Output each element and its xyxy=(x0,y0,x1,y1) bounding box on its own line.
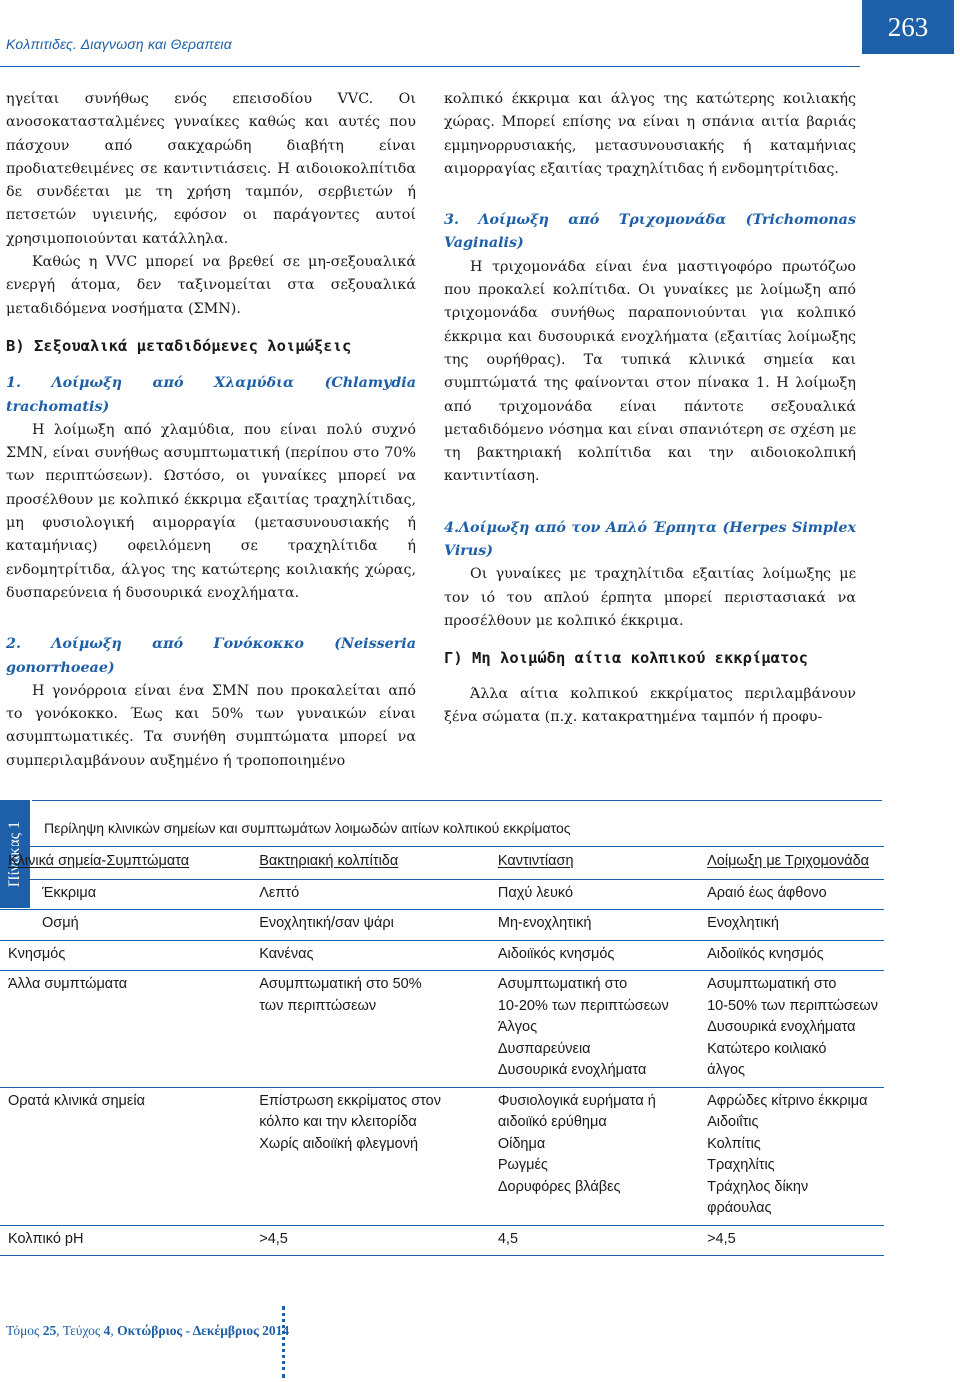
cell-line: >4,5 xyxy=(259,1230,288,1247)
cell-line: κόλπο και την κλειτορίδα xyxy=(259,1114,417,1130)
table-row xyxy=(0,879,884,910)
table-cell xyxy=(251,1225,490,1256)
cell-line: αιδοιϊκό ερύθημα xyxy=(497,1114,607,1130)
cell-line: Κανένας xyxy=(259,945,314,962)
row-label: Άλλα συμπτώματα xyxy=(0,971,251,1088)
cell-line: Παχύ λευκό xyxy=(497,884,574,901)
table-tab-label: Πίνακας 1 xyxy=(0,800,30,908)
row-label: Κολπικό pH xyxy=(0,1225,251,1256)
cell-line: Άλγος xyxy=(497,1019,538,1035)
header-cell: Λοίμωξη με Τριχομονάδα xyxy=(699,847,884,880)
paragraph: Η τριχομονάδα είναι ένα μαστιγοφόρο πρωτόζωο που προκαλεί κολπίτιδα. Οι γυναίκες με λοίμωξη από τριχομονάδα συνήθως παραπονιούνται για κολπικό έκκριμα και δυσουρικά ενοχλήματα (εξαιτίας λοίμωξης της ουρήθρας). Τα τυπικά κλινικά σημεία και συμπτώματά της φαίνονται στον πίνακα 1. Η λοίμωξη από τριχομονάδα είναι πάντοτε σεξουαλικά μεταδιδόμενο νόσημα και είναι σπανιότερη σε σχέση με τη βακτηριακή κολπίτιδα και την αιδοιοκολπική καντιντίαση. xyxy=(444,258,856,485)
table-cell xyxy=(251,940,490,971)
cell-line: Μη-ενοχλητική xyxy=(497,915,592,931)
cell-line: Αιδοιϊκός κνησμός xyxy=(497,945,615,962)
subheading-chlamydia: 1. Λοίμωξη από Χλαμύδια (Chlamydia trachomatis) xyxy=(6,375,416,415)
cell-line: 4,5 xyxy=(497,1230,519,1247)
table-cell xyxy=(699,940,884,971)
cell-line: Κολπίτις xyxy=(707,1135,761,1152)
cell-line: των περιπτώσεων xyxy=(259,997,377,1014)
cell-line: Δυσουρικά ενοχλήματα xyxy=(707,1019,856,1035)
cell-line: Δορυφόρες βλάβες xyxy=(497,1178,621,1195)
cell-line: 10-50% των περιπτώσεων xyxy=(707,997,878,1014)
table-cell xyxy=(490,1225,699,1256)
cell-line: Χωρίς αιδοιϊκή φλεγμονή xyxy=(259,1135,419,1152)
table-row xyxy=(0,910,884,941)
table-top-rule xyxy=(32,800,882,801)
table-row xyxy=(0,1225,884,1256)
row-label: Έκκριμα xyxy=(0,879,251,910)
section-heading-b: Β) Σεξουαλικά μεταδιδόμενες λοιμώξεις xyxy=(6,336,352,355)
paragraph: Άλλα αίτια κολπικού εκκρίματος περιλαμβάνουν ξένα σώματα (π.χ. κατακρατημένα ταμπόν ή προφυ- xyxy=(444,685,856,725)
cell-line: Δυσουρικά ενοχλήματα xyxy=(497,1062,647,1078)
paragraph: κολπικό έκκριμα και άλγος της κατώτερης κοιλιακής χώρας. Μπορεί επίσης να είναι η σπάνια αιτία βαριάς εμμηνορρυσιακής, μετασυνουσιακής ή καταμήνιας αιμορραγίας εξαιτίας τραχηλίτιδας ή ενδομητρίτιδας. xyxy=(444,91,856,177)
table-cell xyxy=(490,940,699,971)
cell-line: Ασυμπτωματική στο xyxy=(497,976,628,992)
header-cell: Καντιντίαση xyxy=(490,847,699,880)
table-cell xyxy=(490,910,699,941)
table-header-row xyxy=(0,847,884,880)
cell-line: 10-20% των περιπτώσεων xyxy=(497,997,669,1014)
paragraph: Η γονόρροια είναι ένα ΣΜΝ που προκαλείται από το γονόκοκκο. Έως και 50% των γυναικών είναι ασυμπτωματικές. Τα συνήθη συμπτώματα μπορεί να συμπεριλαμβάνουν αυξημένο ή τροποποιημένο xyxy=(6,682,416,769)
cell-line: Αιδοιϊκός κνησμός xyxy=(707,945,824,962)
cell-line: Ενοχλητική xyxy=(707,915,779,931)
table-cell xyxy=(490,971,699,1088)
journal-section-title: Κολπιτιδες. Διαγνωση και Θεραπεια xyxy=(6,36,232,52)
cell-line: Ασυμπτωματική στο xyxy=(707,976,837,992)
cell-line: Τράχηλος δίκην xyxy=(707,1178,809,1195)
table-cell xyxy=(251,910,490,941)
row-label: Οσμή xyxy=(0,910,251,941)
paragraph: Καθώς η VVC μπορεί να βρεθεί σε μη-σεξουαλικά ενεργή άτομα, δεν ταξινομείται στα σεξουαλικά μεταδιδόμενα νοσήματα (ΣΜΝ). xyxy=(6,254,416,317)
table-caption: Περίληψη κλινικών σημείων και συμπτωμάτων λοιμωδών αιτίων κολπικού εκκρίματος xyxy=(44,820,571,836)
cell-line: Λεπτό xyxy=(259,884,300,901)
table-grid xyxy=(0,846,884,1256)
cell-line: Αιδοιΐτις xyxy=(707,1114,759,1130)
right-column xyxy=(444,88,856,729)
cell-line: Αφρώδες κίτρινο έκκριμα xyxy=(707,1092,868,1109)
paragraph: Η λοίμωξη από χλαμύδια, που είναι πολύ συχνό ΣΜΝ, είναι συνήθως ασυμπτωματική (περίπου στο 70% των περιπτώσεων). Ωστόσο, οι γυναίκες μπορεί να προσέλθουν με κολπικό έκκριμα εξαιτίας τραχηλίτιδας, μη φυσιολογική αιμορραγία (μετασυνουσιακής ή καταμήνιας) οφειλόμενη σε τραχηλίτιδα ή ενδομητρίτιδα, άλγος της κατώτερης κοιλιακής χώρας, δυσπαρεύνεια ή δυσουρικά ενοχλήματα. xyxy=(6,421,416,601)
table-cell xyxy=(251,971,490,1088)
section-heading-c: Γ) Μη λοιμώδη αίτια κολπικού εκκρίματος xyxy=(444,649,808,668)
table-cell xyxy=(699,910,884,941)
table-row xyxy=(0,1087,884,1225)
left-column xyxy=(6,88,416,773)
table-row xyxy=(0,940,884,971)
footer-issue-info: Τόμος 25, Τεύχος 4, Οκτώβριος - Δεκέμβριος 2014 xyxy=(6,1323,290,1338)
header-cell: Κλινικά σημεία-Συμπτώματα xyxy=(0,847,251,880)
cell-line: άλγος xyxy=(707,1062,746,1078)
table-cell xyxy=(490,1087,699,1225)
cell-line: >4,5 xyxy=(707,1230,736,1247)
cell-line: Τραχηλίτις xyxy=(707,1157,775,1173)
cell-line: Επίστρωση εκκρίματος στον xyxy=(259,1092,441,1109)
table-cell xyxy=(699,971,884,1088)
header-rule xyxy=(0,66,860,67)
cell-line: Ασυμπτωματική στο 50% xyxy=(259,976,422,992)
header-cell: Βακτηριακή κολπίτιδα xyxy=(251,847,490,880)
subheading-trichomonas: 3. Λοίμωξη από Τριχομονάδα (Trichomonas Vaginalis) xyxy=(444,212,856,252)
row-label: Κνησμός xyxy=(0,940,251,971)
cell-line: Ενοχλητική/σαν ψάρι xyxy=(259,915,394,931)
table-cell xyxy=(251,879,490,910)
table-cell xyxy=(699,879,884,910)
table-cell xyxy=(490,879,699,910)
cell-line: Οίδημα xyxy=(497,1135,546,1152)
table-cell xyxy=(699,1087,884,1225)
footer-dotted-rule xyxy=(282,1306,285,1378)
table-row xyxy=(0,971,884,1088)
cell-line: Φυσιολογικά ευρήματα ή xyxy=(497,1092,656,1109)
cell-line: φράουλας xyxy=(707,1200,772,1216)
cell-line: Ρωγμές xyxy=(497,1157,548,1173)
subheading-herpes: 4.Λοίμωξη από τον Απλό Έρπητα (Herpes Simplex Virus) xyxy=(444,519,856,560)
table-cell xyxy=(699,1225,884,1256)
cell-line: Αραιό έως άφθονο xyxy=(707,884,827,901)
cell-line: Δυσπαρεύνεια xyxy=(497,1040,591,1057)
cell-line: Κατώτερο κοιλιακό xyxy=(707,1040,827,1057)
page-number: 263 xyxy=(862,0,954,54)
subheading-gonorrhoeae: 2. Λοίμωξη από Γονόκοκκο (Neisseria gonorrhoeae) xyxy=(6,636,416,676)
table-cell xyxy=(251,1087,490,1225)
paragraph: Οι γυναίκες με τραχηλίτιδα εξαιτίας λοίμωξης με τον ιό του απλού έρπητα μπορεί περιστασιακά να προσέλθουν με κολπικό έκκριμα. xyxy=(444,566,856,629)
paragraph: ηγείται συνήθως ενός επεισοδίου VVC. Οι ανοσοκατασταλμένες γυναίκες καθώς και αυτές που πάσχουν από σακχαρώδη διαβήτη είναι προδιατεθειμένες σε καντιντιάσεις. Η αιδοιοκολπίτιδα δε συνδέεται με τη χρήση ταμπόν, σερβιετών ή πετσετών υγιεινής, εφόσον οι παράγοντες αυτοί χρησιμοποιούνται κατάλληλα. xyxy=(6,91,416,247)
row-label: Ορατά κλινικά σημεία xyxy=(0,1087,251,1225)
